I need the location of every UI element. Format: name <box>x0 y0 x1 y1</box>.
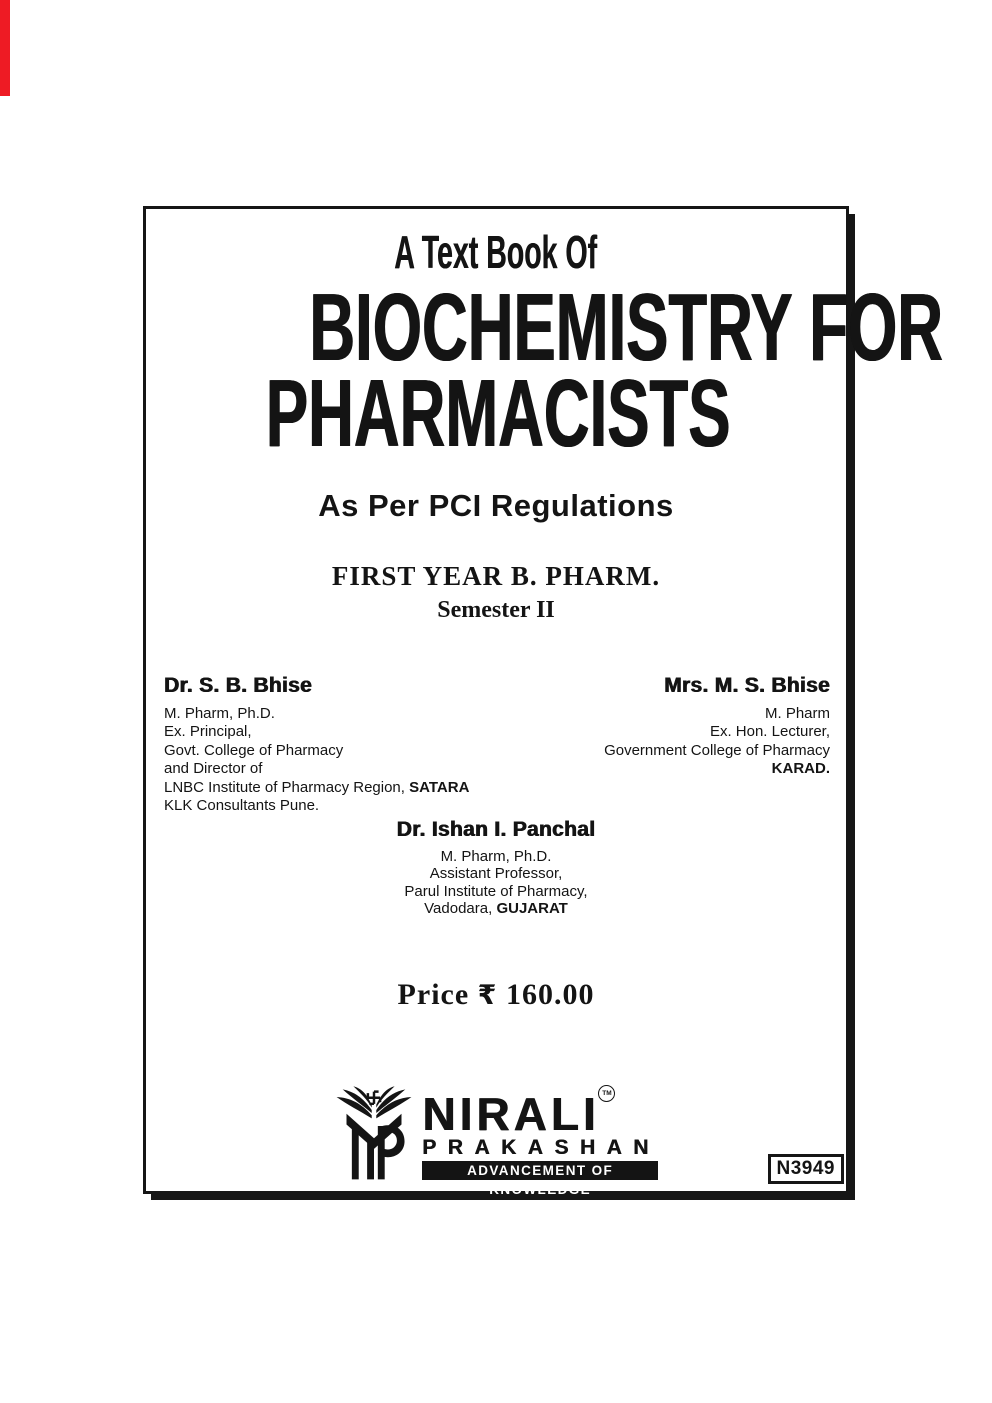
author-center-role: Assistant Professor, <box>429 865 563 883</box>
publisher-name-row <box>422 1087 612 1140</box>
author-center-state: GUJARAT <box>496 900 568 918</box>
author-right-degree: M. Pharm <box>764 704 830 722</box>
author-block-right <box>604 674 830 816</box>
author-left-city: SATARA <box>409 778 470 796</box>
author-right-city <box>604 760 830 779</box>
author-center-degree: M. Pharm, Ph.D. <box>440 847 552 865</box>
publisher-tagline: ADVANCEMENT OF KNOWLEDGE <box>422 1161 658 1180</box>
author-left-consultants: KLK Consultants Pune. <box>164 797 320 815</box>
author-right-city-text: KARAD. <box>771 760 830 778</box>
book-title-line2 <box>146 360 846 468</box>
author-left-name: Dr. S. B. Bhise <box>164 673 313 697</box>
author-center-name: Dr. Ishan I. Panchal <box>396 817 596 841</box>
book-tagline-text: A Text Book Of <box>394 226 598 278</box>
authors-row <box>146 674 846 816</box>
author-center-city-line <box>146 900 846 918</box>
author-center-city-prefix: Vadodara, <box>424 900 497 918</box>
author-left-institution: Govt. College of Pharmacy <box>164 741 344 759</box>
book-tagline <box>146 226 846 278</box>
author-block-center <box>146 818 846 918</box>
author-right-role: Ex. Hon. Lecturer, <box>709 723 830 741</box>
course-title: FIRST YEAR B. PHARM. <box>331 560 661 591</box>
book-code-badge: N3949 <box>768 1154 845 1184</box>
corner-mark <box>0 0 10 96</box>
author-left-role: Ex. Principal, <box>164 723 252 741</box>
author-left-director-line: and Director of <box>164 760 263 778</box>
rupee-symbol: ₹ <box>477 979 498 1011</box>
price-label: Price <box>397 977 470 1011</box>
publisher-subname: PRAKASHAN <box>422 1135 660 1159</box>
publisher-logo <box>146 1086 846 1197</box>
author-center-institution: Parul Institute of Pharmacy, <box>404 882 588 900</box>
author-left-lnbc-line <box>164 779 469 798</box>
semester-title: Semester II <box>437 596 555 623</box>
book-title-line2-text: PHARMACISTS <box>265 360 731 468</box>
price-amount: 160.00 <box>505 977 595 1011</box>
monogram-icon <box>347 1114 405 1180</box>
trademark-icon: TM <box>598 1085 615 1102</box>
publisher-logo-icon <box>332 1086 416 1182</box>
author-right-institution: Government College of Pharmacy <box>604 741 830 759</box>
publisher-name: NIRALI <box>422 1087 600 1140</box>
publisher-logo-text <box>422 1086 660 1197</box>
author-left-degree: M. Pharm, Ph.D. <box>164 704 275 722</box>
price-line <box>146 978 846 1012</box>
author-block-left <box>164 674 469 816</box>
author-right-name: Mrs. M. S. Bhise <box>664 673 830 697</box>
book-subtitle: As Per PCI Regulations <box>318 487 674 523</box>
book-title-line1-text: BIOCHEMISTRY FOR <box>309 274 943 381</box>
title-page-frame <box>143 206 943 1197</box>
author-left-lnbc-prefix: LNBC Institute of Pharmacy Region, <box>164 778 410 796</box>
book-title-line1 <box>146 274 943 381</box>
